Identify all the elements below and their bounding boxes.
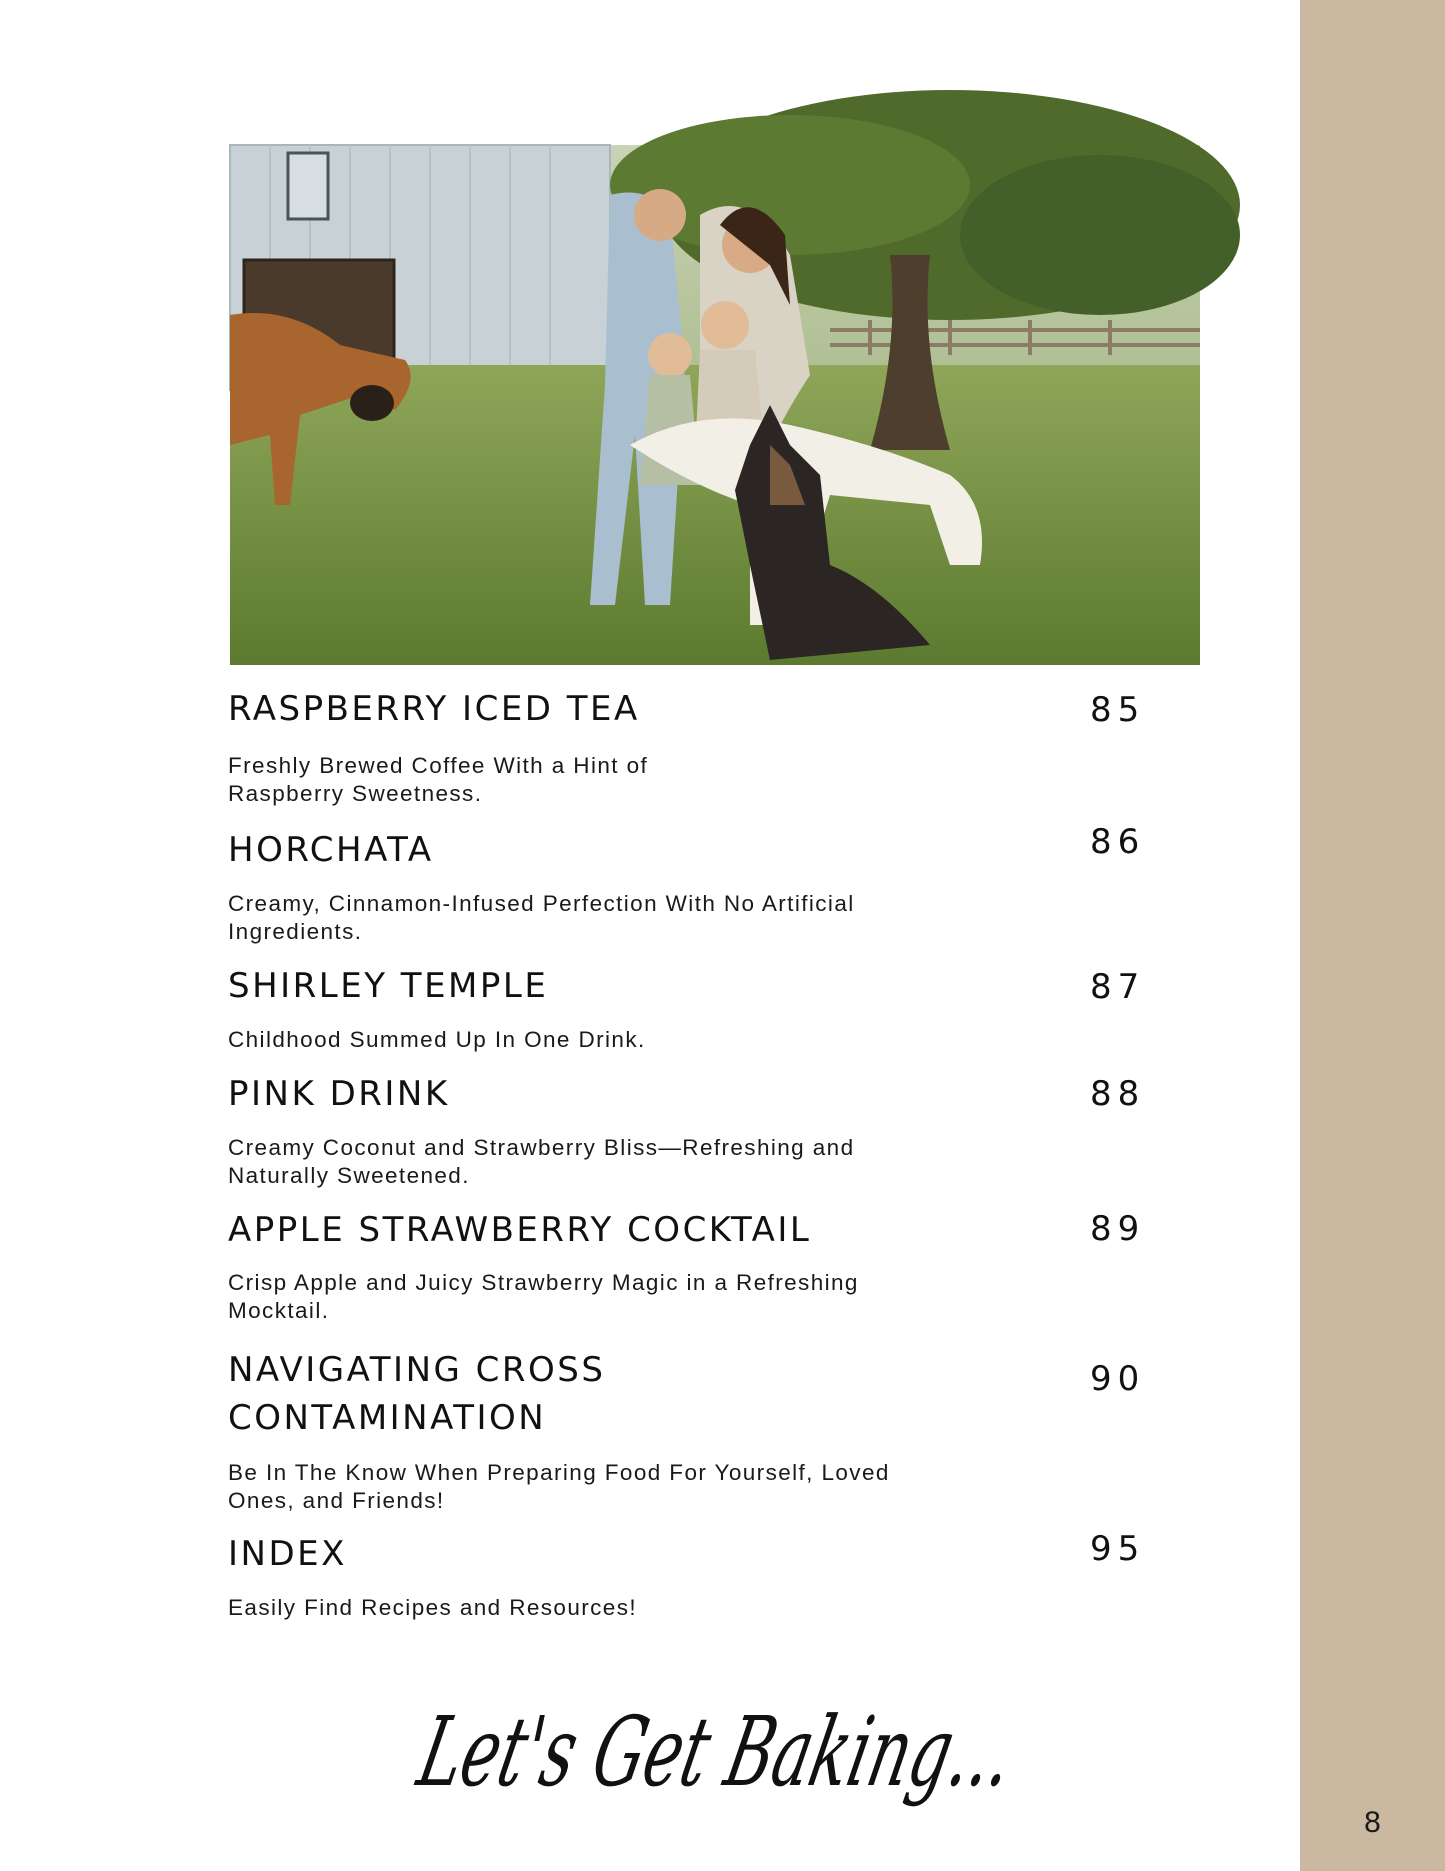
tagline-text: Let's Get Baking... [409,1695,1333,1808]
toc-desc-navigating-cross-contamination: Be In The Know When Preparing Food For Yourself, Loved Ones, and Friends! [228,1460,890,1513]
toc-title-horchata[interactable]: HORCHATA [228,830,434,870]
toc-page-raspberry-iced-tea[interactable]: 85 [1090,690,1146,730]
toc-desc-shirley-temple: Childhood Summed Up In One Drink. [228,1027,646,1052]
toc-page-index[interactable]: 95 [1090,1529,1146,1569]
family-photo [230,145,1200,665]
page-number: 8 [1364,1806,1381,1839]
toc-title-index[interactable]: INDEX [228,1534,347,1574]
toc-title-apple-strawberry-cocktail[interactable]: APPLE STRAWBERRY COCKTAIL [228,1210,812,1250]
toc-page-navigating-cross-contamination[interactable]: 90 [1090,1359,1146,1399]
toc-page-pink-drink[interactable]: 88 [1090,1074,1146,1114]
toc-title-shirley-temple[interactable]: SHIRLEY TEMPLE [228,966,549,1006]
tagline [409,1665,1333,1835]
toc-desc-apple-strawberry-cocktail: Crisp Apple and Juicy Strawberry Magic in a Refreshing Mocktail. [228,1270,859,1323]
toc-page-shirley-temple[interactable]: 87 [1090,967,1146,1007]
toc-title-navigating-cross-contamination[interactable]: NAVIGATING CROSS CONTAMINATION [228,1350,606,1438]
toc-page-horchata[interactable]: 86 [1090,822,1146,862]
toc-desc-horchata: Creamy, Cinnamon-Infused Perfection With No Artificial Ingredients. [228,891,855,944]
toc-desc-raspberry-iced-tea: Freshly Brewed Coffee With a Hint of Raspberry Sweetness. [228,753,649,806]
toc-title-pink-drink[interactable]: PINK DRINK [228,1074,450,1114]
toc-desc-pink-drink: Creamy Coconut and Strawberry Bliss—Refreshing and Naturally Sweetened. [228,1135,855,1188]
side-color-band [1300,0,1445,1871]
toc-title-raspberry-iced-tea[interactable]: RASPBERRY ICED TEA [228,689,640,729]
toc-desc-index: Easily Find Recipes and Resources! [228,1595,638,1620]
toc-page-apple-strawberry-cocktail[interactable]: 89 [1090,1209,1146,1249]
